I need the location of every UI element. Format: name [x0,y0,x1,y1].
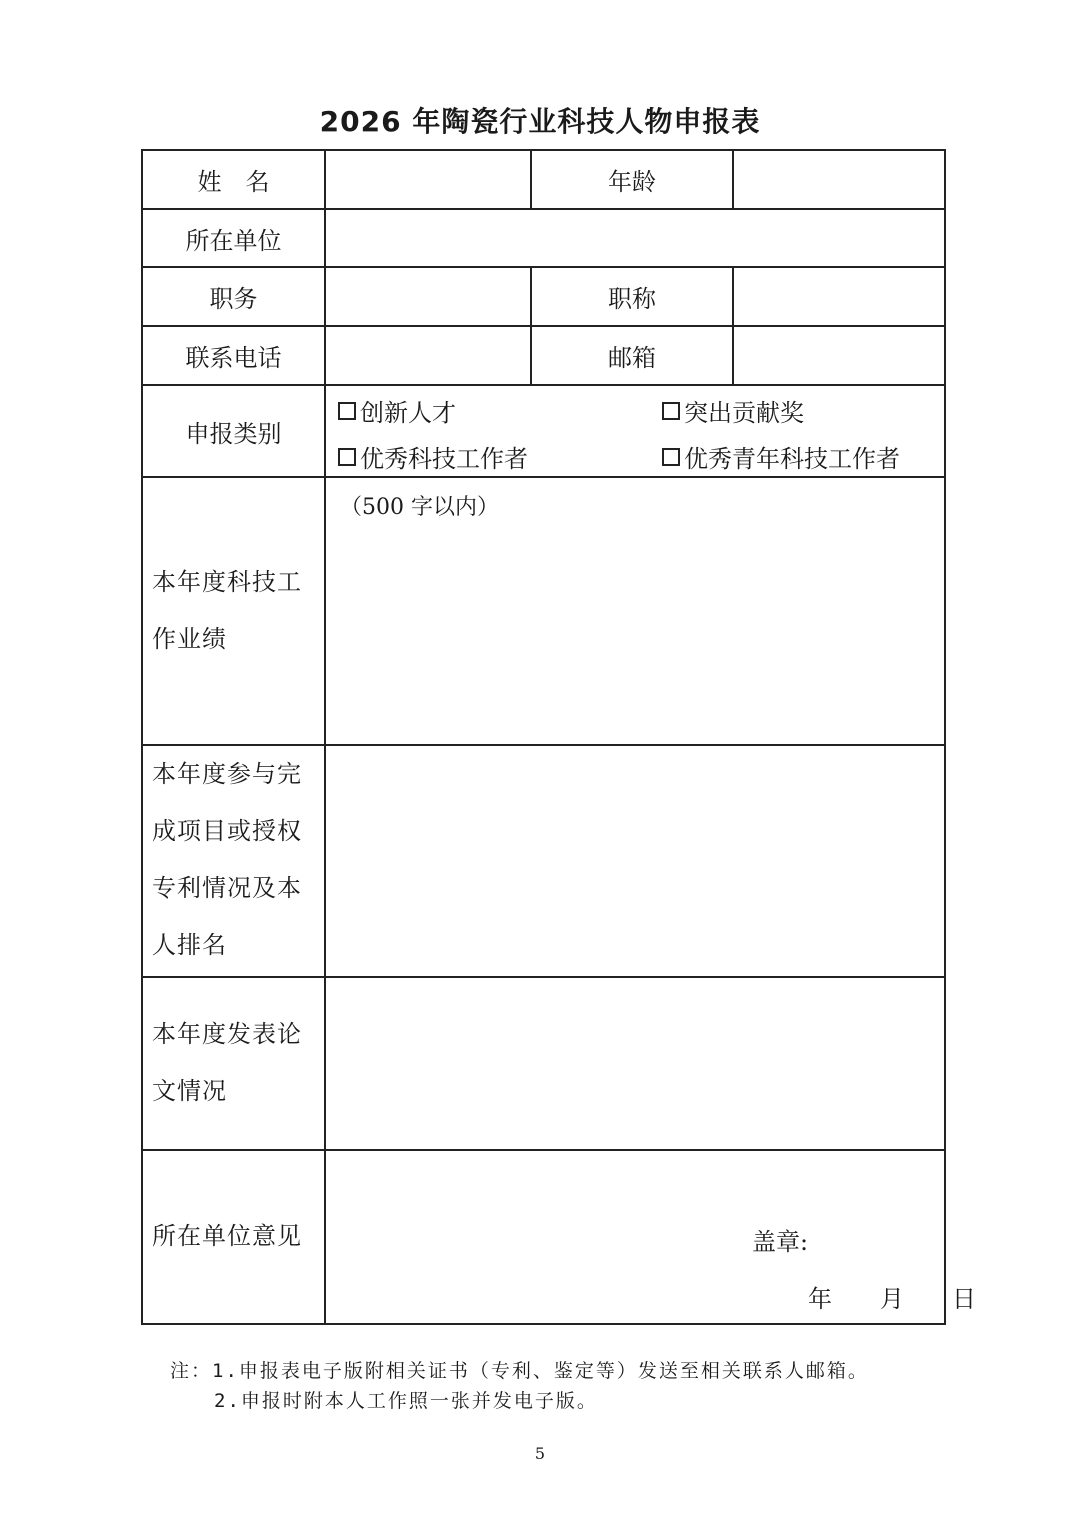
achievements-field[interactable] [326,478,944,744]
note-1: 注：1.申报表电子版附相关证书（专利、鉴定等）发送至相关联系人邮箱。 [170,1360,869,1382]
unit-field[interactable] [326,210,944,266]
page-number: 5 [534,1444,546,1463]
name-field[interactable] [326,151,530,208]
title-label: 职称 [608,285,656,313]
projects-label: 本年度参与完成项目或授权专利情况及本人排名 [152,760,302,959]
checkbox-icon[interactable] [662,448,680,466]
date-label: 年 月 日 [808,1285,976,1313]
position-field[interactable] [326,268,530,325]
age-field[interactable] [734,151,944,208]
category-label: 申报类别 [185,419,282,448]
opinion-label: 所在单位意见 [152,1222,302,1250]
achievements-hint: （500 字以内） [340,495,499,520]
papers-field[interactable] [326,978,944,1149]
form-title: 2026 年陶瓷行业科技人物申报表 [319,105,761,138]
phone-label: 联系电话 [185,344,282,372]
category-option[interactable]: 优秀科技工作者 [338,439,528,474]
position-label: 职务 [209,285,258,313]
note-2: 2.申报时附本人工作照一张并发电子版。 [214,1390,598,1412]
achievements-label: 本年度科技工作业绩 [152,568,302,653]
papers-label: 本年度发表论文情况 [152,1020,302,1105]
seal-label: 盖章: [752,1228,809,1256]
name-label: 姓 名 [197,168,270,196]
title-field[interactable] [734,268,944,325]
projects-field[interactable] [326,746,944,976]
category-option[interactable]: 优秀青年科技工作者 [662,439,900,474]
email-field[interactable] [734,327,944,384]
category-option[interactable]: 突出贡献奖 [662,393,804,428]
phone-field[interactable] [326,327,530,384]
checkbox-icon[interactable] [662,402,680,420]
unit-label: 所在单位 [185,226,282,255]
category-option[interactable]: 创新人才 [338,393,456,428]
checkbox-icon[interactable] [338,448,356,466]
age-label: 年龄 [608,168,656,196]
checkbox-icon[interactable] [338,402,356,420]
email-label: 邮箱 [608,344,656,372]
